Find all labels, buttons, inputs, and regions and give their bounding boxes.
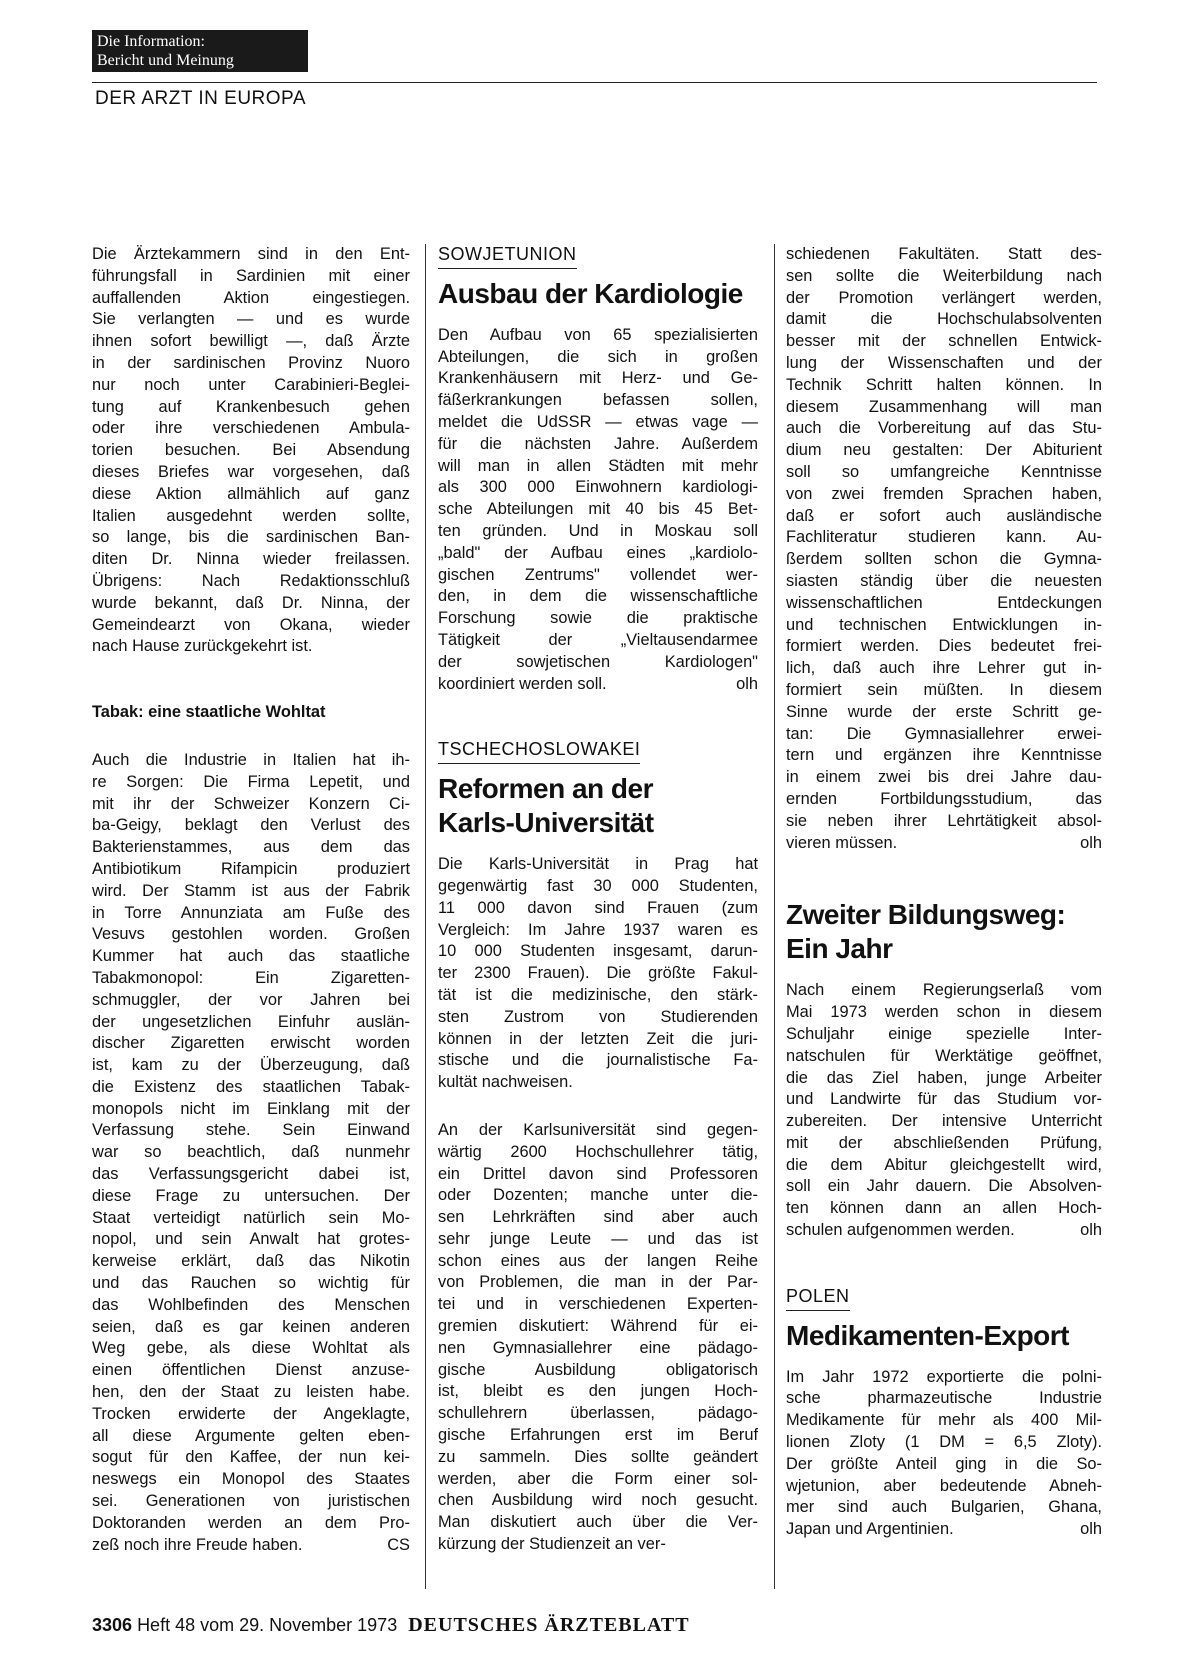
text-line: siasten ständig über die neuesten <box>786 571 1102 590</box>
text-line: schmuggler, der vor Jahren bei <box>92 990 410 1009</box>
text-line: nur noch unter Carabinieri-Beglei- <box>92 375 410 394</box>
text-line: gremien diskutiert: Während für ei- <box>438 1317 758 1336</box>
text-line: monopols nicht im Einklang mit der <box>92 1099 410 1118</box>
text-line: oder Dozenten; manche unter die- <box>438 1186 758 1205</box>
text-line: Japan und Argentinien. olh <box>786 1520 1102 1539</box>
text-line: Bakterienstammes, aus dem das <box>92 838 410 857</box>
text-line: Den Aufbau von 65 spezialisierten <box>438 325 758 344</box>
headline-line-2: Ein Jahr <box>786 933 893 965</box>
text-line: Medikamente für mehr als 400 Mil- <box>786 1411 1102 1430</box>
text-line: und Landwirte für das Studium vor- <box>786 1090 1102 1109</box>
text-line: Trocken erwiderte der Angeklagte, <box>92 1404 410 1423</box>
text-line: formiert werden. Dies bedeutet frei- <box>786 637 1102 656</box>
article-karls-body-1 <box>438 854 758 1094</box>
headline-medikamenten-export: Medikamenten-Export <box>786 1319 1069 1351</box>
text-line: diese Frage zu untersuchen. Der <box>92 1186 410 1205</box>
text-line: stische und die journalistische Fa- <box>438 1051 758 1070</box>
text-line: Sinne wurde der erste Schritt ge- <box>786 702 1102 721</box>
text-line: besser mit der schnellen Entwick- <box>786 332 1102 351</box>
text-line: ten können dann an allen Hoch- <box>786 1199 1102 1218</box>
text-line: Abteilungen, die sich in großen <box>438 347 758 366</box>
text-line: all diese Argumente gelten eben- <box>92 1426 410 1445</box>
text-line: Forschung sowie die praktische <box>438 609 758 628</box>
text-line: nopol, und sein Anwalt hat grotes- <box>92 1230 410 1249</box>
text-line: mer sind auch Bulgarien, Ghana, <box>786 1498 1102 1517</box>
text-line: neswegs ein Monopol des Staates <box>92 1470 410 1489</box>
text-line: Übrigens: Nach Redaktionsschluß <box>92 571 410 590</box>
text-line: von zwei fremden Sprachen haben, <box>786 484 1102 503</box>
text-line: 11 000 davon sind Frauen (zum <box>438 898 758 917</box>
text-line: ba-Geigy, beklagt den Verlust des <box>92 816 410 835</box>
text-line: führungsfall in Sardinien mit einer <box>92 266 410 285</box>
article-bildungsweg-body <box>786 980 1102 1242</box>
text-line: Tätigkeit der „Vieltausendarmee <box>438 630 758 649</box>
text-line: auffallenden Aktion eingestiegen. <box>92 288 410 307</box>
magazine-title: DEUTSCHES ÄRZTEBLATT <box>408 1614 690 1636</box>
text-line: und das Rauchen so wichtig für <box>92 1274 410 1293</box>
headline-kardiologie: Ausbau der Kardiologie <box>438 277 743 309</box>
rubric-box <box>92 30 308 72</box>
text-line: schon eines aus der langen Reihe <box>438 1251 758 1270</box>
headline-karls-universitaet <box>438 772 758 840</box>
text-line: diese Aktion allmählich auf ganz <box>92 484 410 503</box>
text-line: daß er sofort auch ausländische <box>786 506 1102 525</box>
text-line: tern und ergänzen ihre Kenntnisse <box>786 746 1102 765</box>
text-line: sei. Generationen von juristischen <box>92 1492 410 1511</box>
column-divider-2 <box>774 244 775 1589</box>
country-label-sowjetunion: SOWJETUNION <box>438 244 577 269</box>
text-line: Weg gebe, als diese Wohltat als <box>92 1339 410 1358</box>
text-line: vieren müssen. olh <box>786 833 1102 852</box>
headline-line-1: Reformen an der <box>438 773 653 805</box>
text-line: der ungesetzlichen Einfuhr auslän- <box>92 1012 410 1031</box>
text-line: Doktoranden werden an dem Pro- <box>92 1513 410 1532</box>
text-line: die das Ziel haben, junge Arbeiter <box>786 1068 1102 1087</box>
text-line: Italien ausgedehnt werden sollte, <box>92 506 410 525</box>
text-line: sche Abteilungen mit 40 bis 45 Bet- <box>438 500 758 519</box>
text-line: tung auf Krankenbesuch gehen <box>92 397 410 416</box>
text-line: einen öffentlichen Dienst anzuse- <box>92 1361 410 1380</box>
text-line: tei und in verschiedenen Experten- <box>438 1295 758 1314</box>
text-line: von Problemen, die man in der Par- <box>438 1273 758 1292</box>
text-line: und technischen Entwicklungen in- <box>786 615 1102 634</box>
text-line: den, in dem die wissenschaftliche <box>438 587 758 606</box>
text-line: gegenwärtig fast 30 000 Studenten, <box>438 876 758 895</box>
text-line: discher Zigaretten erwischt worden <box>92 1034 410 1053</box>
header-rule <box>92 82 1097 83</box>
page-footer <box>92 1614 690 1637</box>
country-label-tschechoslowakei: TSCHECHOSLOWAKEI <box>438 739 640 764</box>
article-tabak-body <box>92 750 410 1556</box>
text-line: diesem Zusammenhang will man <box>786 397 1102 416</box>
country-label-polen: POLEN <box>786 1286 850 1311</box>
text-line: ten gründen. Und in Moskau soll <box>438 521 758 540</box>
text-line: natschulen für Werktätige geöffnet, <box>786 1046 1102 1065</box>
text-line: dium neu gestalten: Der Abiturient <box>786 441 1102 460</box>
column-2 <box>438 244 758 1556</box>
column-1 <box>92 244 410 1556</box>
text-line: Vergleich: Im Jahre 1937 waren es <box>438 920 758 939</box>
text-line: ein Drittel davon sind Professoren <box>438 1164 758 1183</box>
text-line: formiert sein müßten. In diesem <box>786 680 1102 699</box>
text-line: werden, aber die Form einer sol- <box>438 1469 758 1488</box>
text-line: für die nächsten Jahre. Außerdem <box>438 434 758 453</box>
text-line: Kummer hat auch das staatliche <box>92 947 410 966</box>
text-line: sen Lehrkräften sind aber auch <box>438 1208 758 1227</box>
text-line: war so beachtlich, daß nunmehr <box>92 1143 410 1162</box>
text-line: 10 000 Studenten insgesamt, darun- <box>438 942 758 961</box>
article-karls-continuation <box>786 244 1102 854</box>
text-line: Technik Schritt halten können. In <box>786 375 1102 394</box>
text-line: torien besuchen. Bei Absendung <box>92 441 410 460</box>
text-line: seien, daß es gar keinen anderen <box>92 1317 410 1336</box>
text-line: Der größte Anteil ging in die So- <box>786 1454 1102 1473</box>
text-line: die Existenz des staatlichen Tabak- <box>92 1077 410 1096</box>
text-line: können in der letzten Zeit die juri- <box>438 1029 758 1048</box>
text-line: Tabakmonopol: Ein Zigaretten- <box>92 968 410 987</box>
text-line: auch die Vorbereitung auf das Stu- <box>786 419 1102 438</box>
column-3 <box>786 244 1102 1541</box>
text-line: zubereiten. Der intensive Unterricht <box>786 1112 1102 1131</box>
text-line: mit der abschließenden Prüfung, <box>786 1133 1102 1152</box>
text-line: wjetunion, aber bedeutende Abneh- <box>786 1476 1102 1495</box>
text-line: lung der Wissenschaften und der <box>786 353 1102 372</box>
rubric-line-1: Die Information: <box>97 33 205 50</box>
text-line: Antibiotikum Rifampicin produziert <box>92 859 410 878</box>
text-line: gische Ausbildung obligatorisch <box>438 1360 758 1379</box>
text-line: nen Gymnasiallehrer eine pädago- <box>438 1338 758 1357</box>
text-line: koordiniert werden soll. olh <box>438 674 758 693</box>
rubric-line-2: Bericht und Meinung <box>97 52 234 69</box>
text-line: schulen aufgenommen werden. olh <box>786 1221 1102 1240</box>
text-line: wärtig 2600 Hochschullehrer tätig, <box>438 1142 758 1161</box>
text-line: tan: Die Gymnasiallehrer erwei- <box>786 724 1102 743</box>
text-line: ist, kam zu der Überzeugung, daß <box>92 1056 410 1075</box>
text-line: sten Zustrom von Studierenden <box>438 1007 758 1026</box>
text-line: soll so umfangreiche Kenntnisse <box>786 462 1102 481</box>
text-line: als 300 000 Einwohnern kardiologi- <box>438 478 758 497</box>
text-line: zeß noch ihre Freude haben. CS <box>92 1535 410 1554</box>
headline-zweiter-bildungsweg <box>786 898 1102 966</box>
article-kardiologie-body <box>438 325 758 696</box>
text-line: wird. Der Stamm ist aus der Fabrik <box>92 881 410 900</box>
text-line: re Sorgen: Die Firma Lepetit, und <box>92 772 410 791</box>
text-line: in der sardinischen Provinz Nuoro <box>92 353 410 372</box>
text-line: schiedenen Fakultäten. Statt des- <box>786 245 1102 263</box>
text-line: sche pharmazeutische Industrie <box>786 1389 1102 1408</box>
text-line: wurde bekannt, daß Dr. Ninna, der <box>92 593 410 612</box>
text-line: Sie verlangten — und es wurde <box>92 310 410 329</box>
text-line: ernden Fortbildungsstudium, das <box>786 789 1102 808</box>
text-line: An der Karlsuniversität sind gegen- <box>438 1120 758 1139</box>
text-line: Im Jahr 1972 exportierte die polni- <box>786 1367 1102 1386</box>
issue-info: Heft 48 vom 29. November 1973 <box>137 1615 398 1635</box>
text-line: Vesuvs gestohlen worden. Großen <box>92 925 410 944</box>
text-line: Auch die Industrie in Italien hat ih- <box>92 750 410 769</box>
text-line: der sowjetischen Kardiologen" <box>438 652 758 671</box>
text-line: fäßerkrankungen befassen sollen, <box>438 391 758 410</box>
text-line: schullehrern überlassen, pädago- <box>438 1404 758 1423</box>
headline-line-2: Karls-Universität <box>438 807 654 839</box>
text-line: kultät nachweisen. <box>438 1073 573 1092</box>
text-line: oder ihre verschiedenen Ambula- <box>92 419 410 438</box>
text-line: sen sollte die Weiterbildung nach <box>786 266 1102 285</box>
text-line: diten Dr. Ninna wieder freilassen. <box>92 550 410 569</box>
text-line: das Wohlbefinden des Menschen <box>92 1295 410 1314</box>
text-line: Fachliteratur studieren kann. Au- <box>786 528 1102 547</box>
text-line: wissenschaftlichen Entdeckungen <box>786 593 1102 612</box>
section-title: DER ARZT IN EUROPA <box>95 88 306 109</box>
text-line: die dem Abitur gleichgestellt wird, <box>786 1155 1102 1174</box>
text-line: sehr junge Leute — und das ist <box>438 1229 758 1248</box>
text-line: damit die Hochschulabsolventen <box>786 310 1102 329</box>
text-line: „bald" der Aufbau eines „kardiolo- <box>438 543 758 562</box>
text-line: soll ein Jahr dauern. Die Absolven- <box>786 1177 1102 1196</box>
text-line: ter 2300 Frauen). Die größte Fakul- <box>438 964 758 983</box>
text-line: der Promotion verlängert werden, <box>786 288 1102 307</box>
column-divider-1 <box>425 244 426 1589</box>
text-line: Nach einem Regierungserlaß vom <box>786 981 1102 1000</box>
text-line: nach Hause zurückgekehrt ist. <box>92 637 313 656</box>
text-line: Die Karls-Universität in Prag hat <box>438 855 758 874</box>
text-line: in einem zwei bis drei Jahre dau- <box>786 768 1102 787</box>
text-line: tät ist die medizinische, den stärk- <box>438 985 758 1004</box>
text-line: Mai 1973 werden schon in diesem <box>786 1003 1102 1022</box>
page-number: 3306 <box>92 1615 133 1635</box>
text-line: sie neben ihrer Lehrtätigkeit absol- <box>786 811 1102 830</box>
text-line: lich, daß auch ihre Lehrer gut in- <box>786 659 1102 678</box>
text-line: gische Erfahrungen erst im Beruf <box>438 1426 758 1445</box>
text-line: ist, bleibt es den jungen Hoch- <box>438 1382 758 1401</box>
text-line: ihnen sofort bewilligt —, daß Ärzte <box>92 332 410 351</box>
text-line: mit ihr der Schweizer Konzern Ci- <box>92 794 410 813</box>
headline-line-1: Zweiter Bildungsweg: <box>786 899 1066 931</box>
text-line: meldet die UdSSR — etwas vage — <box>438 412 758 431</box>
text-line: Man diskutiert auch über die Ver- <box>438 1513 758 1532</box>
text-line: Die Ärztekammern sind in den Ent- <box>92 245 410 263</box>
text-line: sogut für den Kaffee, der nun kei- <box>92 1448 410 1467</box>
text-line: hen, den der Staat zu leisten habe. <box>92 1383 410 1402</box>
text-line: so lange, bis die sardinischen Ban- <box>92 528 410 547</box>
text-line: kürzung der Studienzeit an ver- <box>438 1535 666 1554</box>
text-line: Gemeindearzt von Okana, wieder <box>92 615 410 634</box>
text-line: Staat verteidigt natürlich sein Mo- <box>92 1208 410 1227</box>
text-line: will man in allen Städten mit mehr <box>438 456 758 475</box>
text-line: dieses Briefes war vorgesehen, daß <box>92 462 410 481</box>
text-line: chen Ausbildung wird noch gesucht. <box>438 1491 758 1510</box>
article-medikamenten-body <box>786 1367 1102 1541</box>
text-line: Verfassung stehe. Sein Einwand <box>92 1121 410 1140</box>
text-line: ßerdem sollten schon die Gymna- <box>786 550 1102 569</box>
text-line: das Verfassungsgericht dabei ist, <box>92 1165 410 1184</box>
text-line: lionen Zloty (1 DM = 6,5 Zloty). <box>786 1433 1102 1452</box>
text-line: gischen Zentrums" vollendet wer- <box>438 565 758 584</box>
article-kidnapping-body <box>92 244 410 658</box>
article-tabak-heading: Tabak: eine staatliche Wohltat <box>92 703 326 722</box>
text-line: in Torre Annunziata am Fuße des <box>92 903 410 922</box>
text-line: Krankenhäusern mit Herz- und Ge- <box>438 369 758 388</box>
text-line: Schuljahr einige spezielle Inter- <box>786 1024 1102 1043</box>
article-karls-body-2 <box>438 1120 758 1556</box>
text-line: zu sammeln. Dies sollte geändert <box>438 1447 758 1466</box>
text-line: kerweise erklärt, daß das Nikotin <box>92 1252 410 1271</box>
